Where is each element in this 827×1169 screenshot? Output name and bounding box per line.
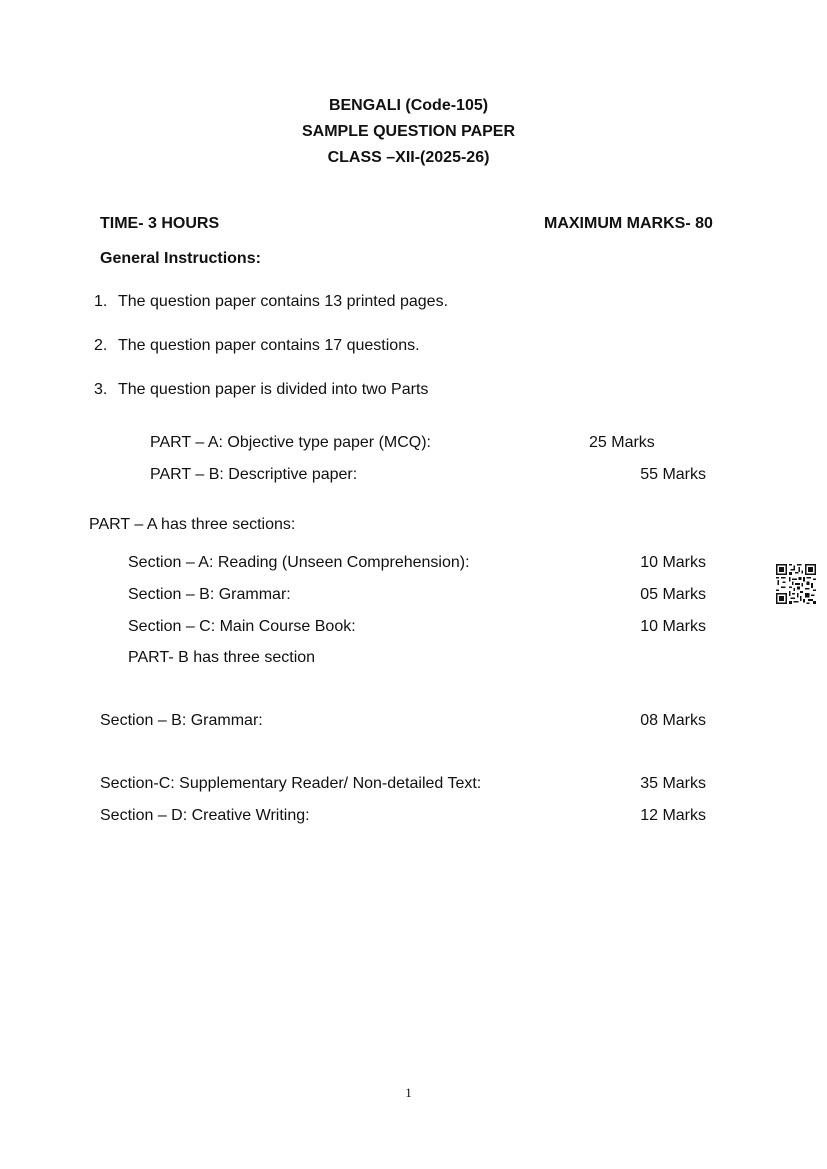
part-b-marks: 55 Marks bbox=[640, 466, 706, 483]
section-marks: 08 Marks bbox=[640, 712, 706, 729]
section-label: Section – B: Grammar: bbox=[128, 586, 291, 603]
instruction-text: The question paper is divided into two Parts bbox=[118, 381, 429, 398]
time-label: TIME- 3 HOURS bbox=[100, 215, 220, 232]
part-a-label: PART – A: Objective type paper (MCQ): bbox=[150, 434, 431, 451]
instruction-text: The question paper contains 13 printed pages. bbox=[118, 293, 449, 310]
max-marks-label: MAXIMUM MARKS- 80 bbox=[544, 215, 713, 232]
section-marks: 10 Marks bbox=[640, 554, 706, 571]
page-number: 1 bbox=[405, 1085, 412, 1100]
paper-title: SAMPLE QUESTION PAPER bbox=[301, 123, 516, 140]
subject-title: BENGALI (Code-105) bbox=[328, 97, 489, 114]
instruction-number: 2. bbox=[94, 337, 108, 354]
section-marks: 35 Marks bbox=[640, 775, 706, 792]
instructions-heading: General Instructions: bbox=[100, 250, 261, 267]
section-label: Section – B: Grammar: bbox=[100, 712, 263, 729]
section-marks: 05 Marks bbox=[640, 586, 706, 603]
qr-code-icon bbox=[776, 564, 816, 604]
class-title: CLASS –XII-(2025-26) bbox=[327, 149, 490, 166]
part-b-heading: PART- B has three section bbox=[128, 649, 316, 666]
section-marks: 12 Marks bbox=[640, 807, 706, 824]
part-a-marks: 25 Marks bbox=[589, 434, 655, 451]
section-label: Section – A: Reading (Unseen Comprehension): bbox=[128, 554, 470, 571]
part-a-heading: PART – A has three sections: bbox=[89, 516, 296, 533]
instruction-text: The question paper contains 17 questions. bbox=[118, 337, 420, 354]
part-b-label: PART – B: Descriptive paper: bbox=[150, 466, 358, 483]
section-label: Section-C: Supplementary Reader/ Non-detailed Text: bbox=[100, 775, 482, 792]
section-marks: 10 Marks bbox=[640, 618, 706, 635]
instruction-number: 3. bbox=[94, 381, 108, 398]
section-label: Section – C: Main Course Book: bbox=[128, 618, 356, 635]
section-label: Section – D: Creative Writing: bbox=[100, 807, 310, 824]
instruction-number: 1. bbox=[94, 293, 108, 310]
